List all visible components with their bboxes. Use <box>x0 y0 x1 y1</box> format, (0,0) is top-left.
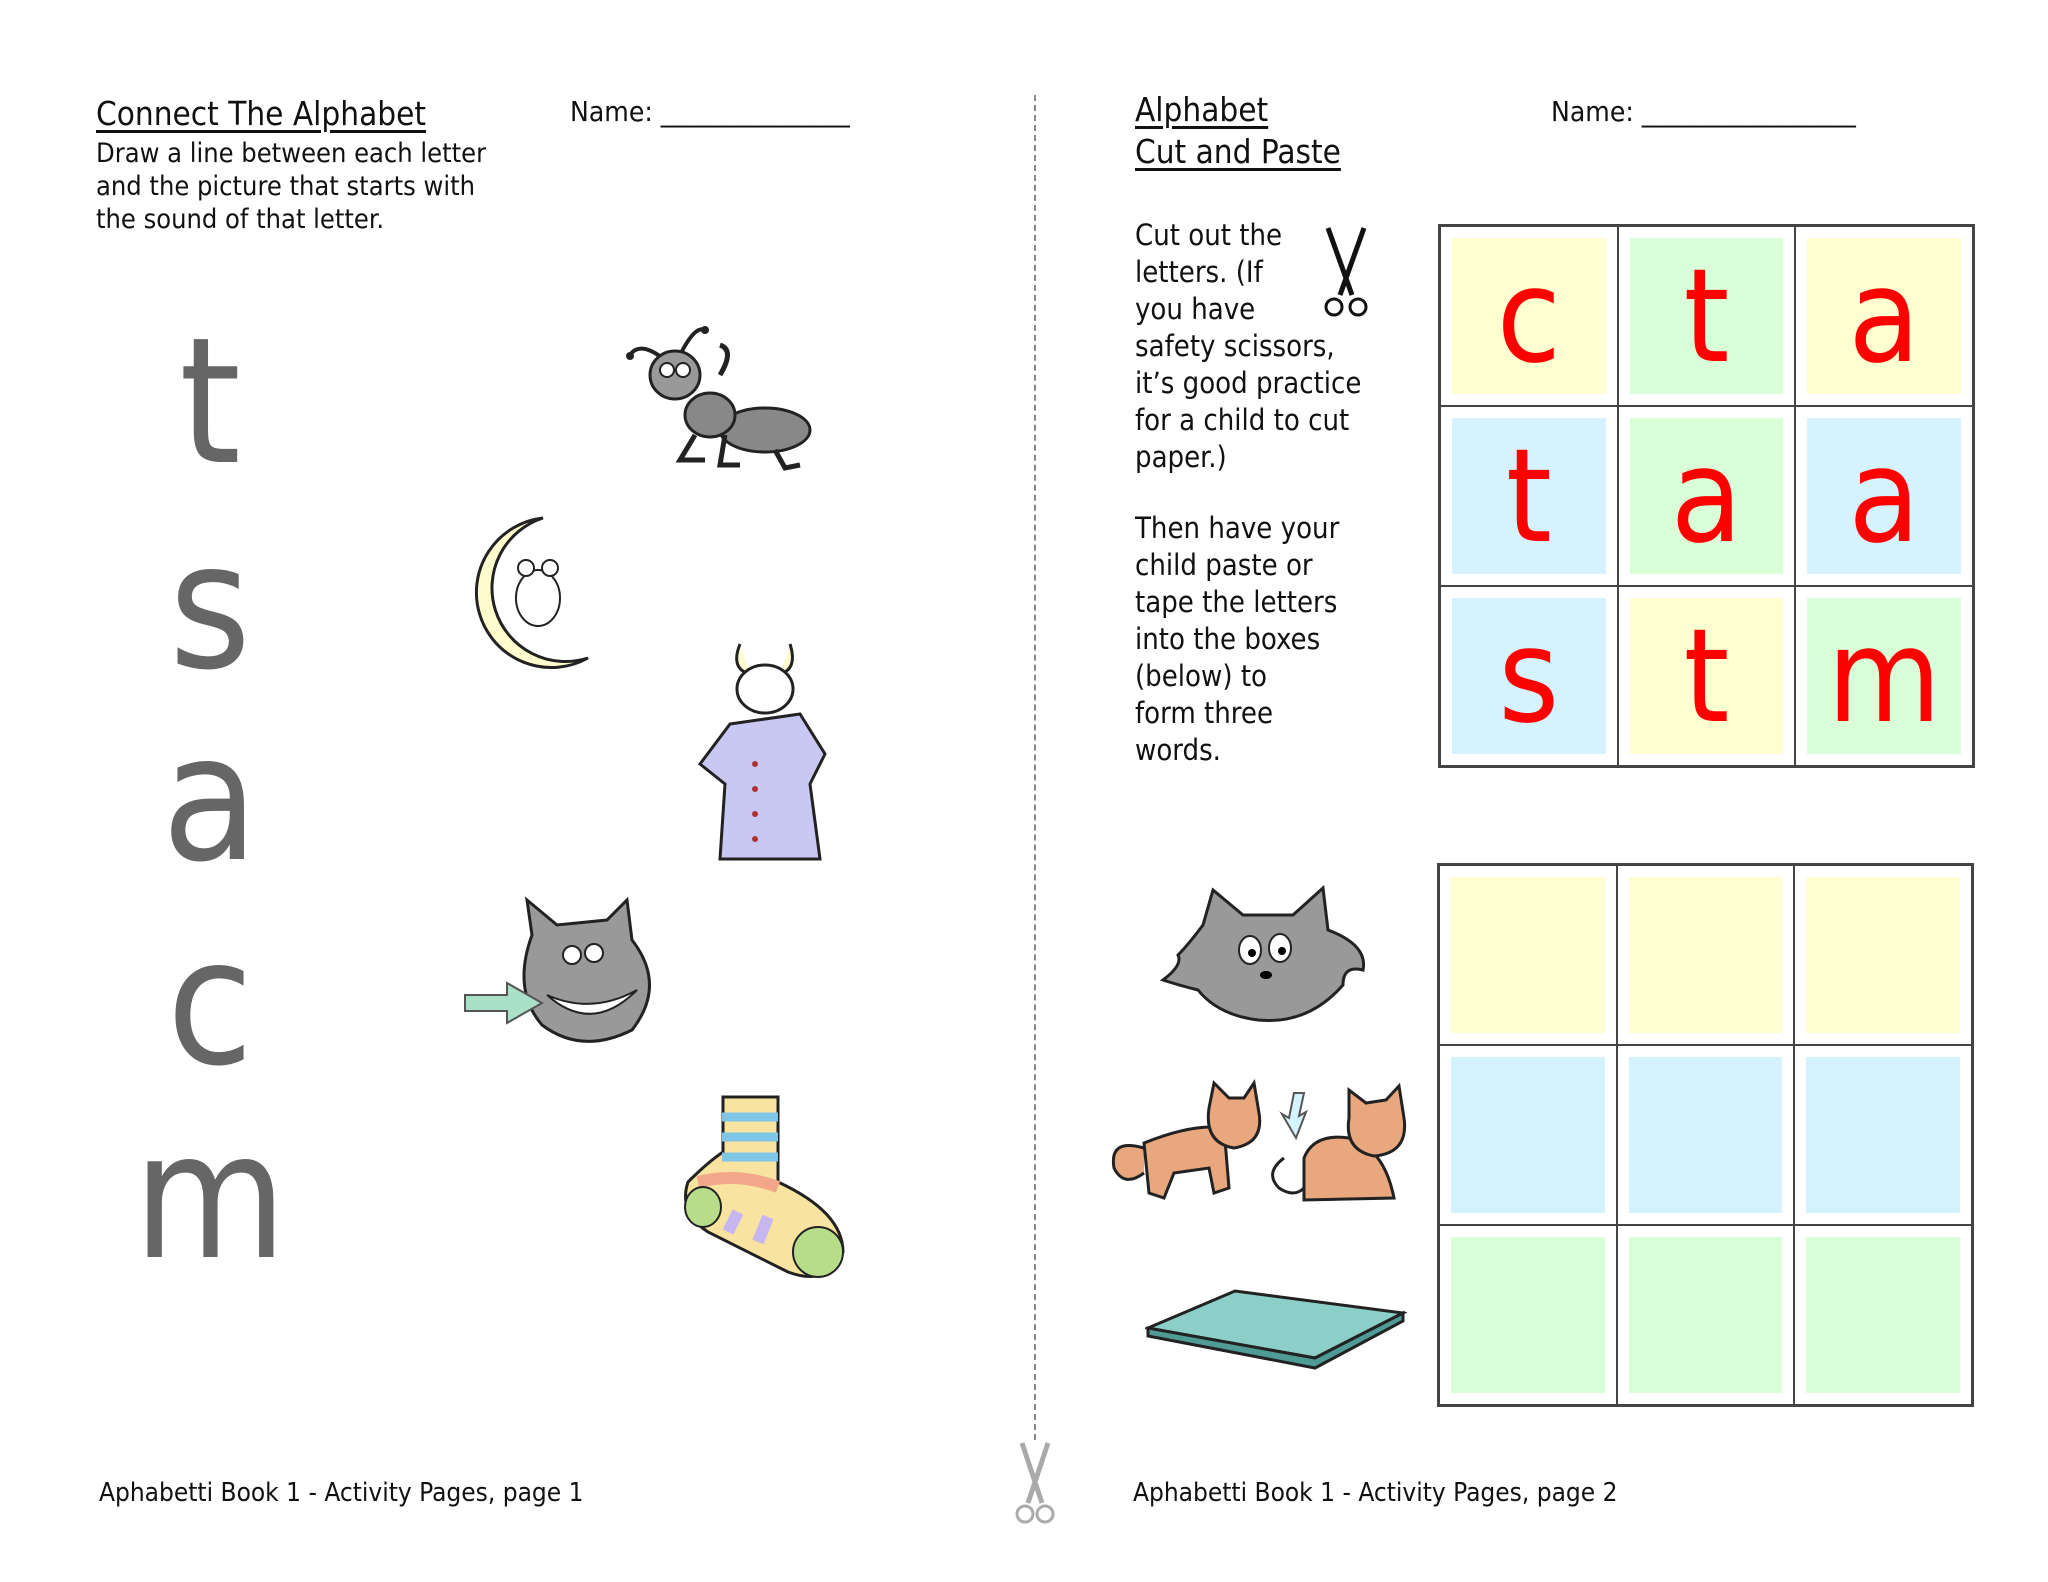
letter-tile-cell <box>1795 586 1973 766</box>
paste-box-cell <box>1794 1225 1972 1405</box>
instruction-line: Cut out the <box>1135 218 1283 252</box>
instruction-line: (below) to <box>1135 659 1268 693</box>
page2-name-field[interactable]: Name: _________________ <box>1551 95 1856 128</box>
page2-footer: Aphabetti Book 1 - Activity Pages, page 2 <box>1133 1478 1618 1508</box>
page2-title-line2: Cut and Paste <box>1135 132 1341 171</box>
instruction-line: tape the letters <box>1135 585 1338 619</box>
letter-a: a <box>161 698 259 901</box>
page2-title-line1: Alphabet <box>1135 90 1269 129</box>
paste-box-cell <box>1617 865 1795 1045</box>
paste-box[interactable] <box>1629 877 1783 1033</box>
instruction-line: form three <box>1135 696 1274 730</box>
letter-tile[interactable]: a <box>1807 238 1961 394</box>
letter-tile[interactable]: t <box>1452 418 1606 574</box>
mat-picture <box>1145 1288 1407 1378</box>
letter-m: m <box>133 1096 287 1299</box>
paste-box-cell <box>1439 1225 1617 1405</box>
paste-box-cell <box>1439 1045 1617 1225</box>
instruction-line: it’s good practice <box>1135 366 1362 400</box>
instruction-line: child paste or <box>1135 548 1313 582</box>
instruction-line: the sound of that letter. <box>96 204 385 235</box>
letter-t: t <box>179 301 241 504</box>
page2-instructions-paste <box>1135 510 1395 769</box>
cat-face-picture <box>1158 885 1373 1030</box>
letter-tile-cell <box>1795 226 1973 406</box>
paste-box[interactable] <box>1806 1237 1960 1393</box>
instruction-line: paper.) <box>1135 440 1227 474</box>
paste-box-cell <box>1617 1045 1795 1225</box>
paste-box[interactable] <box>1629 1237 1783 1393</box>
instruction-line: into the boxes <box>1135 622 1321 656</box>
instruction-line: for a child to cut <box>1135 403 1350 437</box>
letter-tile-cell <box>1440 586 1618 766</box>
letter-tile[interactable]: t <box>1630 238 1784 394</box>
paste-box[interactable] <box>1806 877 1960 1033</box>
instruction-line: safety scissors, <box>1135 329 1335 363</box>
cats-sat-picture <box>1104 1078 1416 1218</box>
instruction-line: you have <box>1135 292 1256 326</box>
ant-picture <box>625 320 820 480</box>
ox-picture <box>680 634 835 879</box>
instruction-line: Then have your <box>1135 511 1340 545</box>
paste-box-cell <box>1617 1225 1795 1405</box>
letter-tile[interactable]: m <box>1807 598 1961 754</box>
cat-with-arrow-picture <box>462 895 672 1055</box>
instruction-line: and the picture that starts with <box>96 171 475 202</box>
letter-c: c <box>166 902 254 1105</box>
letter-tile[interactable]: a <box>1807 418 1961 574</box>
letter-tile-cell <box>1440 226 1618 406</box>
paste-box[interactable] <box>1451 1237 1605 1393</box>
scissors-icon <box>1318 225 1374 320</box>
letter-tile-cell <box>1618 586 1796 766</box>
paste-box[interactable] <box>1806 1057 1960 1213</box>
letter-tile[interactable]: t <box>1630 598 1784 754</box>
letter-s: s <box>168 506 252 709</box>
moon-picture <box>448 513 598 673</box>
paste-box-cell <box>1794 865 1972 1045</box>
page1-name-field[interactable]: Name: _______________ <box>570 95 850 128</box>
letter-tile-cell <box>1618 226 1796 406</box>
instruction-line: Draw a line between each letter <box>96 138 487 169</box>
paste-box-cell <box>1794 1045 1972 1225</box>
letter-tile-cell <box>1618 406 1796 586</box>
letter-tile[interactable]: s <box>1452 598 1606 754</box>
letter-tile[interactable]: a <box>1630 418 1784 574</box>
scissors-icon <box>1010 1438 1060 1528</box>
page1-footer: Aphabetti Book 1 - Activity Pages, page 1 <box>99 1478 584 1508</box>
paste-box[interactable] <box>1451 1057 1605 1213</box>
letter-tile-grid <box>1438 224 1975 768</box>
letter-tile[interactable]: c <box>1452 238 1606 394</box>
paste-box[interactable] <box>1629 1057 1783 1213</box>
sock-picture <box>678 1092 848 1287</box>
page1-instructions <box>96 137 486 236</box>
paste-box[interactable] <box>1451 877 1605 1033</box>
page1-title: Connect The Alphabet <box>96 94 427 133</box>
letter-tile-cell <box>1440 406 1618 586</box>
instruction-line: words. <box>1135 733 1221 767</box>
paste-box-cell <box>1439 865 1617 1045</box>
paste-box-grid <box>1437 863 1974 1407</box>
instruction-line: letters. (If <box>1135 255 1263 289</box>
cut-line-divider <box>1034 95 1036 1440</box>
letter-tile-cell <box>1795 406 1973 586</box>
